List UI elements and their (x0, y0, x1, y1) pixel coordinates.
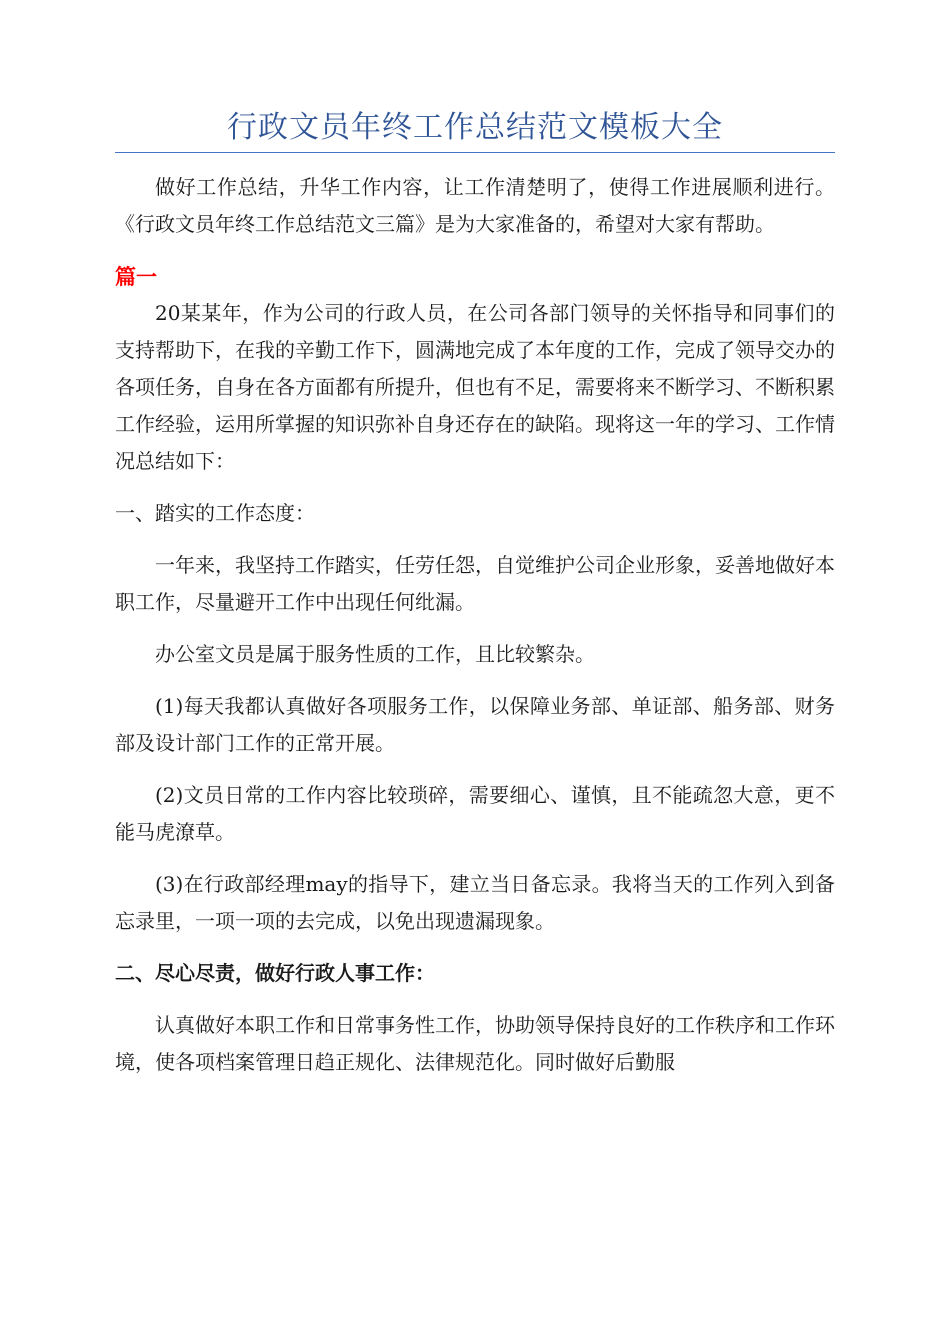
body-paragraph-4: 认真做好本职工作和日常事务性工作，协助领导保持良好的工作秩序和工作环境，使各项档案管理日趋正规化、法律规范化。同时做好后勤服 (115, 1013, 835, 1074)
list-item-2: (2)文员日常的工作内容比较琐碎，需要细心、谨慎，且不能疏忽大意，更不能马虎潦草。 (115, 783, 835, 844)
document-title: 行政文员年终工作总结范文模板大全 (115, 108, 835, 153)
body-paragraph-3: 办公室文员是属于服务性质的工作，且比较繁杂。 (155, 642, 595, 666)
body-paragraph-2: 一年来，我坚持工作踏实，任劳任怨，自觉维护公司企业形象，妥善地做好本职工作，尽量避开工作中出现任何纰漏。 (115, 553, 835, 614)
intro-paragraph: 做好工作总结，升华工作内容，让工作清楚明了，使得工作进展顺利进行。《行政文员年终工作总结范文三篇》是为大家准备的，希望对大家有帮助。 (115, 175, 835, 236)
list-item-1: (1)每天我都认真做好各项服务工作，以保障业务部、单证部、船务部、财务部及设计部门工作的正常开展。 (115, 694, 835, 755)
document-page (115, 108, 835, 1081)
subheading-work-attitude: 一、踏实的工作态度： (115, 501, 315, 525)
subheading-hr-work: 二、尽心尽责，做好行政人事工作： (115, 961, 435, 985)
body-paragraph-1: 20某某年，作为公司的行政人员，在公司各部门领导的关怀指导和同事们的支持帮助下，在我的辛勤工作下，圆满地完成了本年度的工作，完成了领导交办的各项任务，自身在各方面都有所提升，但也有不足，需要将来不断学习、不断积累工作经验，运用所掌握的知识弥补自身还存在的缺陷。现将这一年的学习、工作情况总结如下： (115, 301, 835, 473)
list-item-3: (3)在行政部经理may的指导下，建立当日备忘录。我将当天的工作列入到备忘录里，一项一项的去完成，以免出现遗漏现象。 (115, 872, 835, 933)
section-heading-part-one: 篇一 (115, 264, 157, 289)
